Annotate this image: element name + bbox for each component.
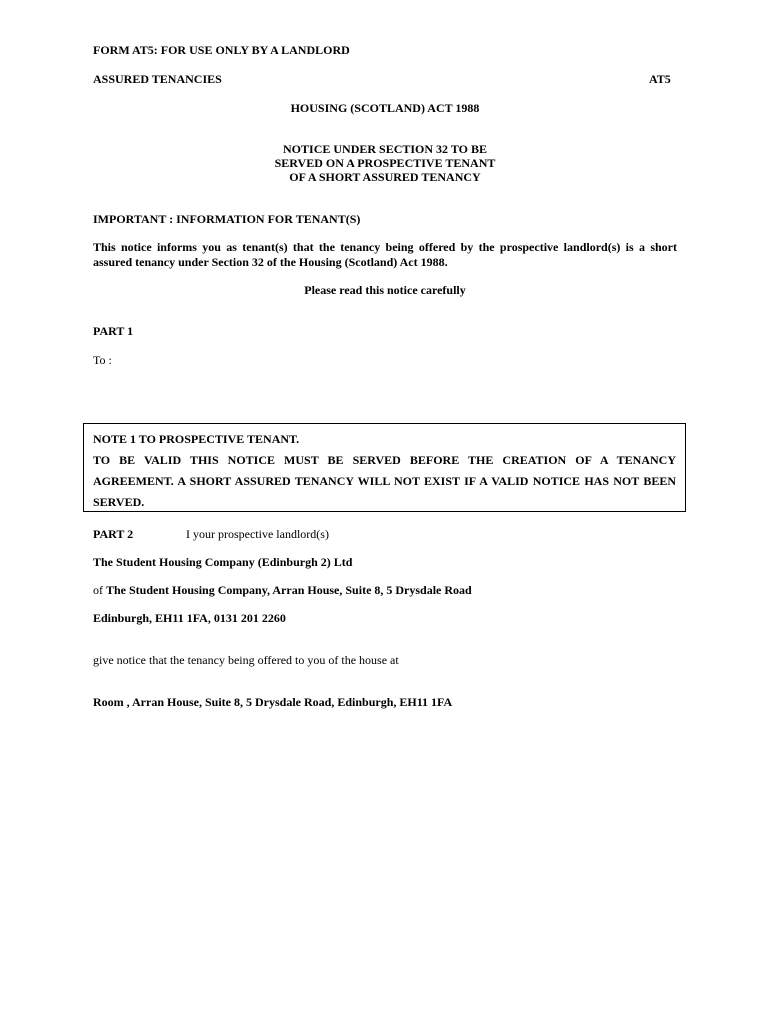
form-code: AT5 bbox=[649, 72, 671, 86]
notice-line-1: NOTICE UNDER SECTION 32 TO BE bbox=[283, 142, 487, 156]
form-title: FORM AT5: FOR USE ONLY BY A LANDLORD bbox=[93, 43, 350, 57]
notice-line-2: SERVED ON A PROSPECTIVE TENANT bbox=[274, 156, 496, 170]
of-prefix: of bbox=[93, 583, 106, 597]
important-heading: IMPORTANT : INFORMATION FOR TENANT(S) bbox=[93, 212, 361, 226]
landlord-address-line1 bbox=[93, 583, 472, 598]
read-carefully: Please read this notice carefully bbox=[304, 283, 466, 297]
property-address: Room , Arran House, Suite 8, 5 Drysdale Road, Edinburgh, EH11 1FA bbox=[93, 695, 453, 709]
notice-line-3: OF A SHORT ASSURED TENANCY bbox=[289, 170, 481, 184]
act-title: HOUSING (SCOTLAND) ACT 1988 bbox=[290, 101, 480, 115]
important-body: This notice informs you as tenant(s) that the tenancy being offered by the prospective landlord(s) is a short assured tenancy under Section 32 of the Housing (Scotland) Act 1988. bbox=[93, 240, 677, 269]
part1-heading: PART 1 bbox=[93, 324, 134, 338]
landlord-name: The Student Housing Company (Edinburgh 2) Ltd bbox=[93, 555, 353, 569]
landlord-address-line2: Edinburgh, EH11 1FA, 0131 201 2260 bbox=[93, 611, 286, 625]
part2-heading: PART 2 bbox=[93, 527, 134, 541]
category-label: ASSURED TENANCIES bbox=[93, 72, 222, 86]
note1-title: NOTE 1 TO PROSPECTIVE TENANT. bbox=[93, 432, 300, 446]
note1-body: TO BE VALID THIS NOTICE MUST BE SERVED BEFORE THE CREATION OF A TENANCY AGREEMENT. A SHORT ASSURED TENANCY WILL NOT EXIST IF A VALID NOTICE HAS NOT BEEN SERVED. bbox=[93, 453, 676, 509]
give-notice-text: give notice that the tenancy being offered to you of the house at bbox=[93, 653, 399, 667]
to-label: To : bbox=[93, 353, 112, 367]
note1-box bbox=[83, 423, 686, 512]
part2-intro: I your prospective landlord(s) bbox=[186, 527, 329, 541]
address-line1: The Student Housing Company, Arran House, Suite 8, 5 Drysdale Road bbox=[106, 583, 472, 597]
